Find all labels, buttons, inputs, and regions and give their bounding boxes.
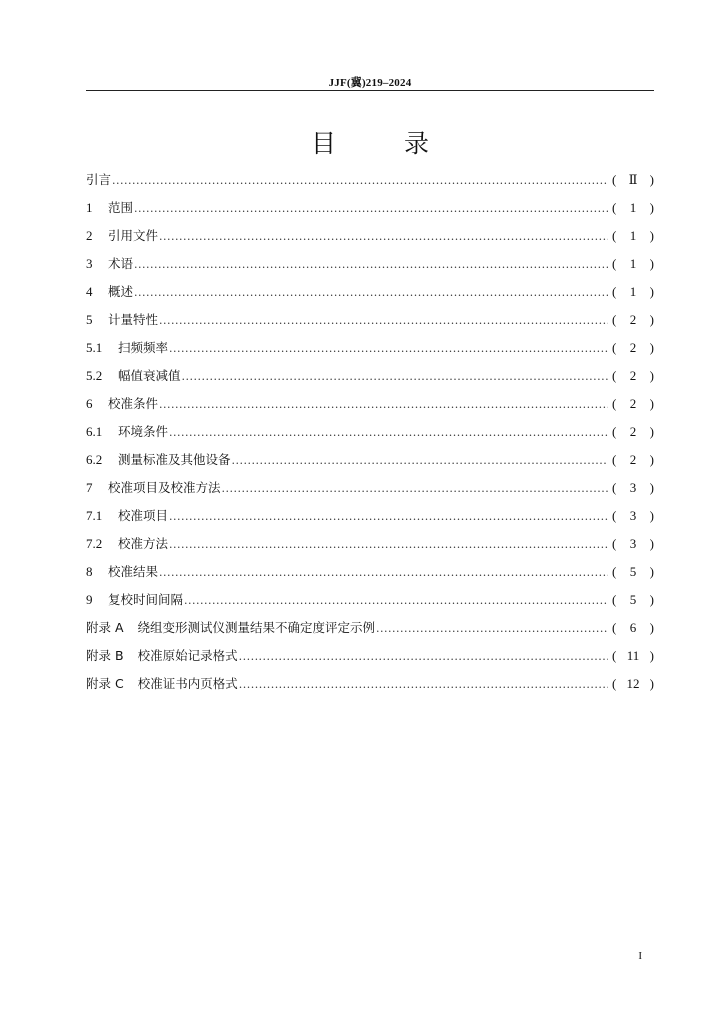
toc-entry-5[interactable] xyxy=(86,306,654,334)
toc-dot-leader xyxy=(239,671,608,699)
toc-dot-leader xyxy=(182,363,608,391)
toc-entry-number: 8 xyxy=(86,564,93,579)
table-of-contents xyxy=(86,166,654,698)
toc-entry-page: ( 3 ) xyxy=(612,508,654,523)
toc-entry-page: ( Ⅱ ) xyxy=(612,172,654,187)
toc-entry-6-1[interactable] xyxy=(86,418,654,446)
toc-entry-1[interactable] xyxy=(86,194,654,222)
toc-entry-label: 校准项目 xyxy=(118,508,169,523)
toc-dot-leader xyxy=(134,195,608,223)
toc-entry-label: 绕组变形测试仪测量结果不确定度评定示例 xyxy=(137,620,376,635)
toc-entry-page: ( 3 ) xyxy=(612,536,654,551)
toc-entry-label: 校准项目及校准方法 xyxy=(108,480,221,495)
toc-dot-leader xyxy=(169,503,608,531)
page-title: 目 录 xyxy=(311,129,459,158)
toc-entry-label: 校准方法 xyxy=(118,536,169,551)
toc-entry-page: ( 6 ) xyxy=(612,620,654,635)
toc-entry-label: 术语 xyxy=(108,256,134,271)
toc-entry-7-1[interactable] xyxy=(86,502,654,530)
toc-entry-page: ( 2 ) xyxy=(612,452,654,467)
toc-entry-appendix-b[interactable] xyxy=(86,642,654,670)
toc-entry-page: ( 1 ) xyxy=(612,200,654,215)
toc-entry-page: ( 5 ) xyxy=(612,592,654,607)
toc-entry-label: 引用文件 xyxy=(108,228,159,243)
toc-entry-page: ( 2 ) xyxy=(612,368,654,383)
toc-entry-5-1[interactable] xyxy=(86,334,654,362)
page-number: I xyxy=(638,950,642,962)
toc-entry-4[interactable] xyxy=(86,278,654,306)
toc-entry-number: 附录 C xyxy=(86,676,124,691)
toc-entry-number: 1 xyxy=(86,200,93,215)
toc-dot-leader xyxy=(134,279,608,307)
toc-entry-appendix-a[interactable] xyxy=(86,614,654,642)
toc-dot-leader xyxy=(376,615,608,643)
toc-dot-leader xyxy=(169,419,608,447)
toc-entry-6[interactable] xyxy=(86,390,654,418)
toc-entry-number: 7.2 xyxy=(86,536,103,551)
toc-dot-leader xyxy=(232,447,608,475)
toc-entry-page: ( 11 ) xyxy=(612,648,654,663)
toc-entry-number: 3 xyxy=(86,256,93,271)
toc-entry-number: 附录 A xyxy=(86,620,124,635)
header-rule xyxy=(86,90,654,91)
toc-dot-leader xyxy=(239,643,608,671)
toc-entry-number: 9 xyxy=(86,592,93,607)
toc-entry-label: 计量特性 xyxy=(108,312,159,327)
toc-dot-leader xyxy=(169,531,608,559)
toc-entry-number: 2 xyxy=(86,228,93,243)
toc-entry-appendix-c[interactable] xyxy=(86,670,654,698)
toc-entry-label: 幅值衰减值 xyxy=(118,368,181,383)
toc-entry-number: 7 xyxy=(86,480,93,495)
toc-entry-6-2[interactable] xyxy=(86,446,654,474)
toc-entry-label: 引言 xyxy=(86,172,112,187)
toc-entry-label: 校准条件 xyxy=(108,396,159,411)
toc-entry-page: ( 5 ) xyxy=(612,564,654,579)
toc-entry-number: 5 xyxy=(86,312,93,327)
toc-entry-label: 测量标准及其他设备 xyxy=(118,452,231,467)
toc-entry-number: 附录 B xyxy=(86,648,124,663)
toc-entry-label: 复校时间间隔 xyxy=(108,592,184,607)
toc-dot-leader xyxy=(159,391,608,419)
toc-entry-8[interactable] xyxy=(86,558,654,586)
toc-dot-leader xyxy=(159,223,608,251)
toc-entry-page: ( 12 ) xyxy=(612,676,654,691)
toc-entry-page: ( 3 ) xyxy=(612,480,654,495)
toc-entry-label: 环境条件 xyxy=(118,424,169,439)
toc-dot-leader xyxy=(159,559,608,587)
toc-entry-number: 6.2 xyxy=(86,452,103,467)
toc-dot-leader xyxy=(112,167,608,195)
toc-entry-7-2[interactable] xyxy=(86,530,654,558)
toc-entry-number: 5.1 xyxy=(86,340,103,355)
toc-entry-page: ( 1 ) xyxy=(612,228,654,243)
toc-entry-page: ( 1 ) xyxy=(612,256,654,271)
toc-entry-3[interactable] xyxy=(86,250,654,278)
toc-dot-leader xyxy=(134,251,608,279)
toc-entry-7[interactable] xyxy=(86,474,654,502)
toc-entry-label: 扫频频率 xyxy=(118,340,169,355)
toc-entry-2[interactable] xyxy=(86,222,654,250)
toc-entry-label: 校准证书内页格式 xyxy=(137,676,238,691)
toc-dot-leader xyxy=(222,475,608,503)
toc-entry-page: ( 2 ) xyxy=(612,424,654,439)
toc-entry-number: 5.2 xyxy=(86,368,103,383)
toc-entry-page: ( 2 ) xyxy=(612,396,654,411)
toc-entry-number: 7.1 xyxy=(86,508,103,523)
toc-entry-page: ( 1 ) xyxy=(612,284,654,299)
toc-entry-5-2[interactable] xyxy=(86,362,654,390)
toc-dot-leader xyxy=(184,587,608,615)
toc-entry-number: 6 xyxy=(86,396,93,411)
toc-entry-label: 校准结果 xyxy=(108,564,159,579)
toc-entry-page: ( 2 ) xyxy=(612,340,654,355)
toc-entry-9[interactable] xyxy=(86,586,654,614)
toc-entry-number: 6.1 xyxy=(86,424,103,439)
toc-entry-page: ( 2 ) xyxy=(612,312,654,327)
toc-dot-leader xyxy=(169,335,608,363)
document-code-header: JJF(冀)219–2024 xyxy=(328,77,412,89)
toc-entry-number: 4 xyxy=(86,284,93,299)
toc-entry-label: 校准原始记录格式 xyxy=(137,648,238,663)
toc-dot-leader xyxy=(159,307,608,335)
toc-entry-label: 概述 xyxy=(108,284,134,299)
toc-entry-label: 范围 xyxy=(108,200,134,215)
toc-entry-introduction[interactable] xyxy=(86,166,654,194)
